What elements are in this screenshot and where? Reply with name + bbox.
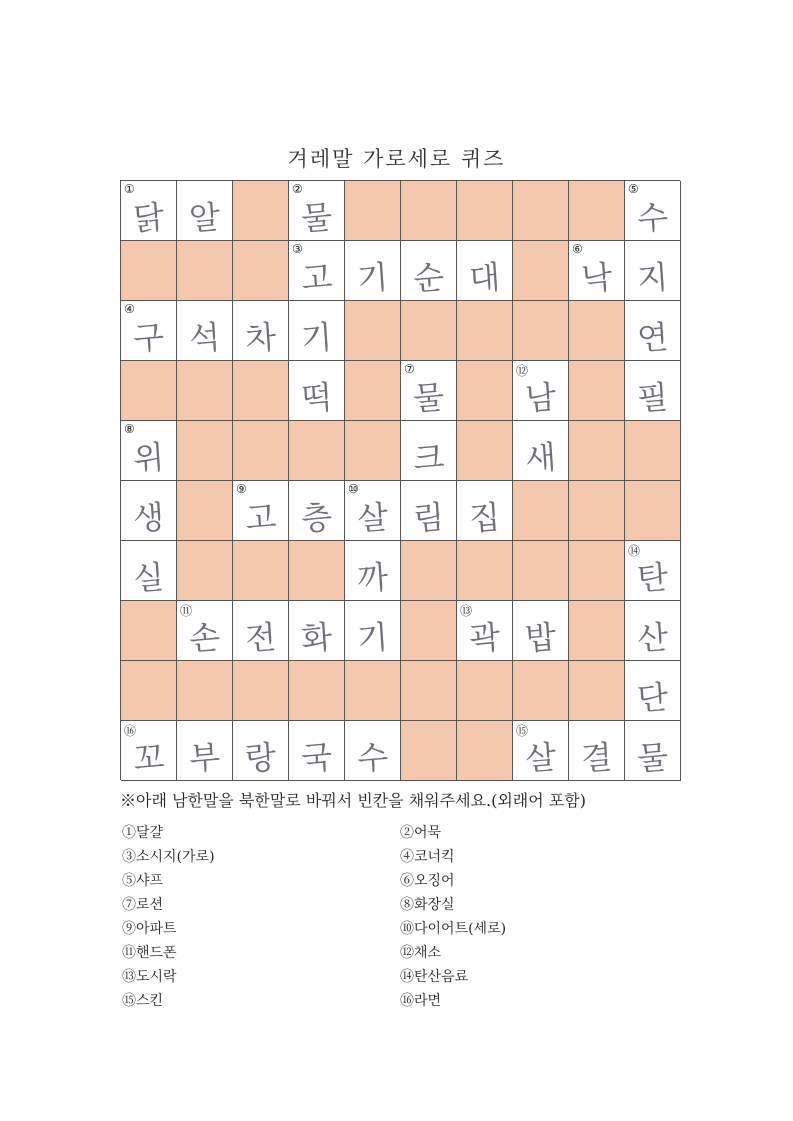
clue-item: ⑨아파트 xyxy=(122,921,177,937)
handwritten-answer: 물 xyxy=(635,737,670,778)
handwritten-answer: 낙 xyxy=(579,257,614,298)
answer-cell[interactable] xyxy=(289,301,345,361)
answer-cell[interactable] xyxy=(233,721,289,781)
blocked-cell xyxy=(569,361,625,421)
answer-cell[interactable] xyxy=(401,241,457,301)
handwritten-answer: 순 xyxy=(411,257,446,298)
clue-item: ⑬도시락 xyxy=(122,969,177,985)
blocked-cell xyxy=(345,421,401,481)
handwritten-answer: 기 xyxy=(299,317,334,358)
blocked-cell xyxy=(457,421,513,481)
answer-cell[interactable] xyxy=(345,721,401,781)
blocked-cell xyxy=(513,241,569,301)
clue-number: ⑬ xyxy=(460,604,473,618)
blocked-cell xyxy=(569,421,625,481)
answer-cell[interactable] xyxy=(401,361,457,421)
answer-cell[interactable] xyxy=(345,241,401,301)
handwritten-answer: 고 xyxy=(243,497,278,538)
blocked-cell xyxy=(233,181,289,241)
handwritten-answer: 구 xyxy=(131,317,166,358)
handwritten-answer: 국 xyxy=(299,737,334,778)
handwritten-answer: 물 xyxy=(411,377,446,418)
handwritten-answer: 곽 xyxy=(467,617,502,658)
blocked-cell xyxy=(457,541,513,601)
blocked-cell xyxy=(457,721,513,781)
handwritten-answer: 고 xyxy=(299,257,334,298)
handwritten-answer: 차 xyxy=(243,317,278,358)
clue-item: ①달걀 xyxy=(122,825,164,841)
clue-number: ③ xyxy=(292,242,303,256)
handwritten-answer: 수 xyxy=(355,737,390,778)
blocked-cell xyxy=(457,361,513,421)
answer-cell[interactable] xyxy=(345,541,401,601)
blocked-cell xyxy=(121,601,177,661)
answer-cell[interactable] xyxy=(121,721,177,781)
answer-cell[interactable] xyxy=(569,721,625,781)
answer-cell[interactable] xyxy=(457,241,513,301)
handwritten-answer: 집 xyxy=(467,497,502,538)
blocked-cell xyxy=(513,541,569,601)
answer-cell[interactable] xyxy=(401,421,457,481)
handwritten-answer: 지 xyxy=(635,257,670,298)
clue-number: ⑯ xyxy=(124,724,137,738)
clue-item: ③소시지(가로) xyxy=(122,849,215,865)
blocked-cell xyxy=(401,301,457,361)
blocked-cell xyxy=(233,361,289,421)
handwritten-answer: 손 xyxy=(187,617,222,658)
handwritten-answer: 탄 xyxy=(635,557,670,598)
blocked-cell xyxy=(121,661,177,721)
blocked-cell xyxy=(233,241,289,301)
blocked-cell xyxy=(233,661,289,721)
handwritten-answer: 물 xyxy=(299,197,334,238)
clue-item: ⑭탄산음료 xyxy=(400,969,469,985)
answer-cell[interactable] xyxy=(513,721,569,781)
answer-cell[interactable] xyxy=(121,481,177,541)
blocked-cell xyxy=(233,541,289,601)
blocked-cell xyxy=(345,361,401,421)
clue-number: ⑮ xyxy=(516,724,529,738)
blocked-cell xyxy=(177,361,233,421)
answer-cell[interactable] xyxy=(513,361,569,421)
blocked-cell xyxy=(569,181,625,241)
handwritten-answer: 살 xyxy=(355,497,390,538)
answer-cell[interactable] xyxy=(569,241,625,301)
handwritten-answer: 떡 xyxy=(299,377,334,418)
clue-item: ⑧화장실 xyxy=(400,897,455,913)
handwritten-answer: 산 xyxy=(635,617,670,658)
clue-number: ⑥ xyxy=(572,242,583,256)
handwritten-answer: 꼬 xyxy=(131,737,166,778)
clue-number: ① xyxy=(124,182,135,196)
handwritten-answer: 랑 xyxy=(243,737,278,778)
handwritten-answer: 남 xyxy=(523,377,558,418)
blocked-cell xyxy=(177,421,233,481)
handwritten-answer: 까 xyxy=(355,557,390,598)
answer-cell[interactable] xyxy=(177,301,233,361)
answer-cell[interactable] xyxy=(289,181,345,241)
answer-cell[interactable] xyxy=(121,181,177,241)
handwritten-answer: 기 xyxy=(355,257,390,298)
handwritten-answer: 알 xyxy=(187,197,222,238)
clue-item: ⑫채소 xyxy=(400,945,442,961)
blocked-cell xyxy=(401,541,457,601)
blocked-cell xyxy=(401,721,457,781)
answer-cell[interactable] xyxy=(289,241,345,301)
blocked-cell xyxy=(289,421,345,481)
answer-cell[interactable] xyxy=(289,721,345,781)
answer-cell[interactable] xyxy=(121,541,177,601)
blocked-cell xyxy=(121,241,177,301)
answer-cell[interactable] xyxy=(345,601,401,661)
crossword-grid xyxy=(120,180,680,780)
blocked-cell xyxy=(513,181,569,241)
clue-item: ⑩다이어트(세로) xyxy=(400,921,507,937)
answer-cell[interactable] xyxy=(177,181,233,241)
clue-item: ②어묵 xyxy=(400,825,442,841)
clue-number: ⑩ xyxy=(348,482,359,496)
answer-cell[interactable] xyxy=(457,481,513,541)
clue-item: ⑥오징어 xyxy=(400,873,455,889)
blocked-cell xyxy=(569,541,625,601)
blocked-cell xyxy=(457,661,513,721)
clue-item: ⑤샤프 xyxy=(122,873,164,889)
handwritten-answer: 연 xyxy=(635,317,670,358)
answer-cell[interactable] xyxy=(625,601,681,661)
blocked-cell xyxy=(289,661,345,721)
blocked-cell xyxy=(457,181,513,241)
handwritten-answer: 크 xyxy=(411,437,446,478)
blocked-cell xyxy=(289,541,345,601)
blocked-cell xyxy=(569,481,625,541)
answer-cell[interactable] xyxy=(289,361,345,421)
blocked-cell xyxy=(513,661,569,721)
answer-cell[interactable] xyxy=(345,481,401,541)
answer-cell[interactable] xyxy=(289,481,345,541)
answer-cell[interactable] xyxy=(625,541,681,601)
blocked-cell xyxy=(625,481,681,541)
blocked-cell xyxy=(513,301,569,361)
handwritten-answer: 위 xyxy=(131,437,166,478)
handwritten-answer: 밥 xyxy=(523,617,558,658)
blocked-cell xyxy=(233,421,289,481)
instruction-text: ※아래 남한말을 북한말로 바꿔서 빈칸을 채워주세요.(외래어 포함) xyxy=(120,791,586,810)
handwritten-answer: 실 xyxy=(131,557,166,598)
blocked-cell xyxy=(345,301,401,361)
clue-item: ⑮스킨 xyxy=(122,993,164,1009)
answer-cell[interactable] xyxy=(625,721,681,781)
blocked-cell xyxy=(569,301,625,361)
blocked-cell xyxy=(513,481,569,541)
handwritten-answer: 대 xyxy=(467,257,502,298)
answer-cell[interactable] xyxy=(401,481,457,541)
blocked-cell xyxy=(401,661,457,721)
handwritten-answer: 화 xyxy=(299,617,334,658)
handwritten-answer: 수 xyxy=(635,197,670,238)
clue-item: ⑪핸드폰 xyxy=(122,945,177,961)
blocked-cell xyxy=(569,661,625,721)
handwritten-answer: 결 xyxy=(579,737,614,778)
clue-item: ④코너킥 xyxy=(400,849,455,865)
answer-cell[interactable] xyxy=(233,301,289,361)
handwritten-answer: 림 xyxy=(411,497,446,538)
blocked-cell xyxy=(625,421,681,481)
answer-cell[interactable] xyxy=(625,661,681,721)
clue-number: ④ xyxy=(124,302,135,316)
handwritten-answer: 생 xyxy=(131,497,166,538)
answer-cell[interactable] xyxy=(177,721,233,781)
clue-number: ⑪ xyxy=(180,604,193,618)
answer-cell[interactable] xyxy=(233,601,289,661)
handwritten-answer: 전 xyxy=(243,617,278,658)
answer-cell[interactable] xyxy=(289,601,345,661)
answer-cell[interactable] xyxy=(625,361,681,421)
blocked-cell xyxy=(177,481,233,541)
answer-cell[interactable] xyxy=(625,241,681,301)
clue-number: ⑫ xyxy=(516,364,529,378)
clue-item: ⑯라면 xyxy=(400,993,442,1009)
clue-number: ⑨ xyxy=(236,482,247,496)
answer-cell[interactable] xyxy=(457,601,513,661)
blocked-cell xyxy=(401,601,457,661)
clue-number: ⑭ xyxy=(628,544,641,558)
answer-cell[interactable] xyxy=(625,301,681,361)
clue-list xyxy=(122,823,682,1012)
answer-cell[interactable] xyxy=(625,181,681,241)
quiz-title: 겨레말 가로세로 퀴즈 xyxy=(287,147,506,171)
handwritten-answer: 새 xyxy=(523,437,558,478)
handwritten-answer: 살 xyxy=(523,737,558,778)
answer-cell[interactable] xyxy=(233,481,289,541)
clue-number: ⑤ xyxy=(628,182,639,196)
blocked-cell xyxy=(569,601,625,661)
answer-cell[interactable] xyxy=(121,421,177,481)
blocked-cell xyxy=(401,181,457,241)
blocked-cell xyxy=(177,241,233,301)
handwritten-answer: 층 xyxy=(299,497,334,538)
handwritten-answer: 단 xyxy=(635,677,670,718)
clue-number: ② xyxy=(292,182,303,196)
clue-number: ⑧ xyxy=(124,422,135,436)
handwritten-answer: 닭 xyxy=(131,197,166,238)
answer-cell[interactable] xyxy=(513,601,569,661)
blocked-cell xyxy=(121,361,177,421)
answer-cell[interactable] xyxy=(177,601,233,661)
handwritten-answer: 부 xyxy=(187,737,222,778)
handwritten-answer: 기 xyxy=(355,617,390,658)
blocked-cell xyxy=(177,661,233,721)
clue-item: ⑦로션 xyxy=(122,897,164,913)
blocked-cell xyxy=(457,301,513,361)
blocked-cell xyxy=(345,661,401,721)
answer-cell[interactable] xyxy=(513,421,569,481)
handwritten-answer: 필 xyxy=(635,377,670,418)
blocked-cell xyxy=(345,181,401,241)
clue-number: ⑦ xyxy=(404,362,415,376)
answer-cell[interactable] xyxy=(121,301,177,361)
handwritten-answer: 석 xyxy=(187,317,222,358)
blocked-cell xyxy=(177,541,233,601)
